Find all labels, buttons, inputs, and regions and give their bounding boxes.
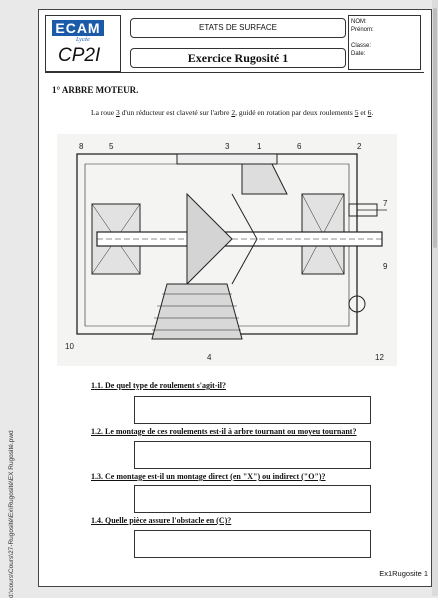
firstname-label: Prénom: (351, 27, 374, 33)
date-label: Date: (351, 51, 366, 57)
drawing-label: 5 (109, 142, 114, 151)
question-1-3: 1.3. Ce montage est-il un montage direct (en "X") ou indirect ("O")? (91, 472, 326, 481)
class-label: Classe: (351, 43, 372, 49)
student-info-box (348, 15, 421, 70)
header (45, 15, 424, 72)
answer-box-1-2[interactable] (134, 441, 371, 469)
name-label: NOM: (351, 19, 367, 25)
drawing-label: 4 (207, 353, 212, 362)
header-divider (45, 72, 424, 73)
gearbox-technical-drawing (57, 134, 397, 366)
drawing-label: 7 (383, 199, 388, 208)
subject-title: ETATS DE SURFACE (130, 18, 346, 38)
drawing-label: 10 (65, 342, 74, 351)
drawing-label: 8 (79, 142, 84, 151)
intro-text: La roue 3 d'un réducteur est claveté sur l'arbre 2, guidé en rotation par deux roulements 5 et 6. (91, 108, 374, 117)
question-1-1: 1.1. De quel type de roulement s'agit-il? (91, 381, 226, 390)
logo (45, 15, 121, 72)
drawing-label: 1 (257, 142, 262, 151)
logo-tagline: Lycée (76, 37, 90, 43)
question-1-4: 1.4. Quelle pièce assure l'obstacle en (C)? (91, 516, 232, 525)
logo-brand: ECAM (52, 20, 104, 36)
drawing-label: 6 (297, 142, 302, 151)
scrollbar[interactable] (432, 0, 438, 596)
section-title: 1° ARBRE MOTEUR. (52, 85, 139, 95)
answer-box-1-1[interactable] (134, 396, 371, 424)
document-page (8, 9, 432, 598)
file-path-margin-text: d:\cours\Cours\27-Rugosité\Ex\Rugosité\EX Rugosité.pwd (8, 430, 15, 598)
question-1-2: 1.2. Le montage de ces roulements est-il à arbre tournant ou moyeu tournant? (91, 427, 357, 436)
scrollbar-thumb[interactable] (433, 8, 437, 248)
logo-sub: CP2I (58, 45, 101, 66)
answer-box-1-4[interactable] (134, 530, 371, 558)
drawing-label: 2 (357, 142, 362, 151)
drawing-label: 9 (383, 262, 388, 271)
exercise-title: Exercice Rugosité 1 (130, 48, 346, 68)
page-footer: Ex1Rugosite 1 (379, 569, 428, 578)
answer-box-1-3[interactable] (134, 485, 371, 513)
drawing-label: 12 (375, 353, 384, 362)
spacer (351, 34, 418, 42)
drawing-label: 3 (225, 142, 230, 151)
